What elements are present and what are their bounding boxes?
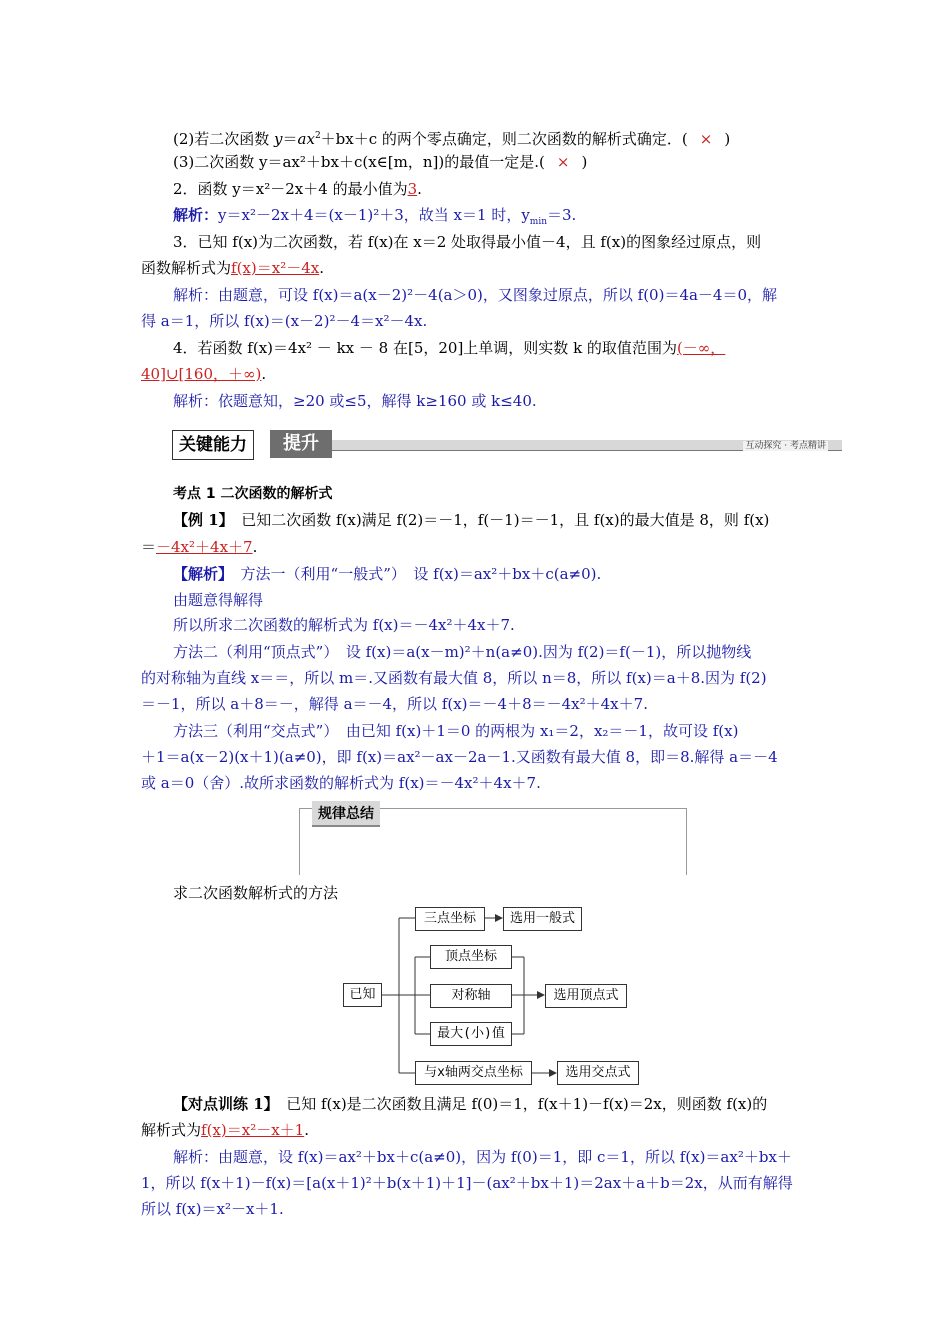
example-1-solution-m1c: 所以所求二次函数的解析式为 f(x)＝－4x²＋4x＋7.	[173, 616, 515, 634]
answer: －4x²＋4x＋7	[156, 538, 253, 556]
problem-2: 2．函数 y＝x²－2x＋4 的最小值为3.	[173, 180, 422, 198]
problem-3-line2: 函数解析式为f(x)＝x²－4x.	[141, 259, 324, 277]
example-1-solution-m3a: 方法三（利用“交点式”） 由已知 f(x)＋1＝0 的两根为 x₁＝2，x₂＝－1，故可设 f(x)	[173, 722, 739, 740]
flow-node-axis: 对称轴	[430, 984, 512, 1008]
method-title: 求二次函数解析式的方法	[173, 884, 339, 902]
answer: 40]∪[160，＋∞)	[141, 365, 262, 383]
problem-4-line2: 40]∪[160，＋∞).	[141, 365, 267, 383]
problem-3-solution-line1: 解析：由题意，可设 f(x)＝a(x－2)²－4(a＞0)，又图象过原点，所以 f(0)＝4a－4＝0，解	[173, 286, 778, 304]
flow-node-three-points: 三点坐标	[415, 907, 485, 931]
flow-result-vertex: 选用顶点式	[545, 984, 627, 1008]
question-2: (2)若二次函数 $y=ax^2+bx+c$ 的两个零点确定，则二次函数的解析式确定．( × )	[173, 130, 731, 148]
training-1-line2: 解析式为f(x)＝x²－x＋1.	[141, 1121, 309, 1139]
example-1-solution-m2c: ＝－1，所以 a＋8＝－，解得 a＝－4，所以 f(x)＝－4＋8＝－4x²＋4x＋7.	[141, 695, 648, 713]
banner-title: 关键能力	[172, 430, 254, 460]
wrong-mark-icon: ×	[699, 130, 713, 148]
banner-tag: 互动探究 · 考点精讲	[745, 441, 826, 451]
example-1-solution-m2b: 的对称轴为直线 x＝＝，所以 m＝.又函数有最大值 8，所以 n＝8，所以 f(x)＝a＋8.因为 f(2)	[141, 669, 767, 687]
training-1-solution-l2: 1，所以 f(x＋1)－f(x)＝[a(x＋1)²＋b(x＋1)＋1]－(ax²＋bx＋1)＝2ax＋a＋b＝2x，从而有解得	[141, 1174, 793, 1192]
example-1-solution-m2a: 方法二（利用“顶点式”） 设 f(x)＝a(x－m)²＋n(a≠0).因为 f(2)＝f(－1)，所以抛物线	[173, 643, 752, 661]
problem-2-solution: 解析：y＝x²－2x＋4＝(x－1)²＋3，故当 x＝1 时，$y_{min}=3$.	[173, 206, 577, 227]
example-1-solution-m1: 【解析】 方法一（利用“一般式”） 设 f(x)＝ax²＋bx＋c(a≠0).	[173, 565, 602, 583]
training-1-line1: 【对点训练 1】 已知 f(x)是二次函数且满足 f(0)＝1，f(x＋1)－f(x)＝2x，则函数 f(x)的	[173, 1095, 768, 1113]
example-1-line2: ＝－4x²＋4x＋7.	[141, 538, 258, 556]
answer: f(x)＝x²－4x	[231, 259, 320, 277]
answer: 3	[407, 180, 418, 198]
flow-node-vertex: 顶点坐标	[430, 945, 512, 969]
flow-node-extremum: 最大(小)值	[430, 1022, 512, 1046]
problem-4-line1: 4．若函数 f(x)＝4x² － kx － 8 在[5，20]上单调，则实数 k 的取值范围为(－∞，	[173, 339, 726, 357]
section-heading: 考点 1 二次函数的解析式	[173, 486, 333, 502]
answer: f(x)＝x²－x＋1	[201, 1121, 305, 1139]
training-1-solution-l1: 解析：由题意，设 f(x)＝ax²＋bx＋c(a≠0)，因为 f(0)＝1，即 c＝1，所以 f(x)＝ax²＋bx＋	[173, 1148, 792, 1166]
example-1-line1: 【例 1】 已知二次函数 f(x)满足 f(2)＝－1，f(－1)＝－1，且 f(x)的最大值是 8，则 f(x)	[173, 511, 770, 529]
flow-node-x-intercepts: 与x轴两交点坐标	[415, 1061, 532, 1085]
example-1-solution-m1b: 由题意得解得	[173, 591, 264, 609]
wrong-mark-icon: ×	[556, 153, 570, 171]
rule-summary-title: 规律总结	[312, 801, 380, 827]
flow-result-intercept: 选用交点式	[557, 1061, 639, 1085]
problem-3-solution-line2: 得 a＝1，所以 f(x)＝(x－2)²－4＝x²－4x.	[141, 312, 428, 330]
problem-3-line1: 3．已知 f(x)为二次函数，若 f(x)在 x＝2 处取得最小值－4，且 f(x)的图象经过原点，则	[173, 233, 762, 251]
flow-node-known: 已知	[343, 983, 382, 1007]
banner-title-highlight: 提升	[270, 430, 332, 458]
problem-4-solution: 解析：依题意知，≥20 或≤5，解得 k≥160 或 k≤40.	[173, 392, 537, 410]
flow-result-general: 选用一般式	[503, 907, 582, 931]
example-1-solution-m3b: ＋1＝a(x－2)(x＋1)(a≠0)，即 f(x)＝ax²－ax－2a－1.又函数有最大值 8，即＝8.解得 a＝－4	[141, 748, 778, 766]
training-1-solution-l3: 所以 f(x)＝x²－x＋1.	[141, 1200, 284, 1218]
answer: (－∞，	[676, 339, 726, 357]
example-1-solution-m3c: 或 a＝0（舍）.故所求函数的解析式为 f(x)＝－4x²＋4x＋7.	[141, 774, 541, 792]
question-3: (3)二次函数 y＝ax²＋bx＋c(x∈[m，n])的最值一定是.( × )	[173, 153, 588, 171]
